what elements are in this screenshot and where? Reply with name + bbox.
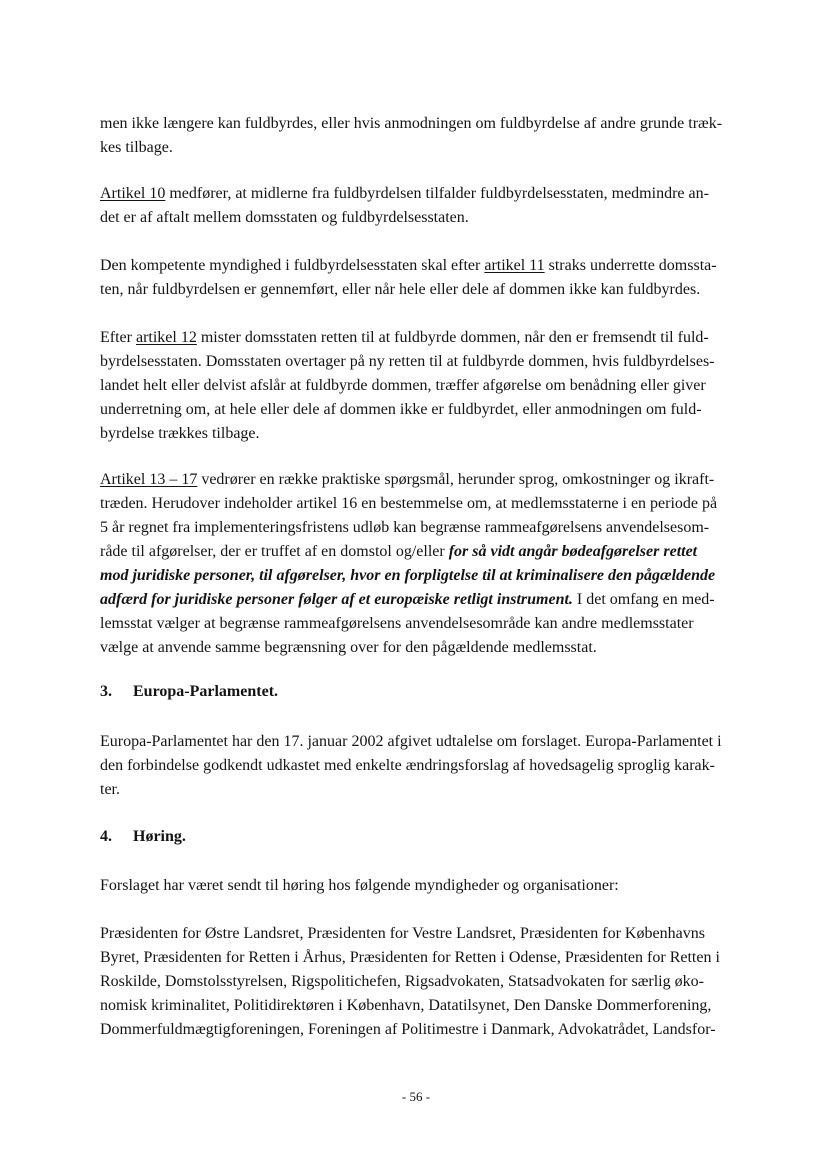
artikel-11-link[interactable]: artikel 11 [484, 257, 545, 274]
emphasis-text: for så vidt angår bødeafgørelser rettet [448, 543, 698, 560]
text-line: Præsidenten for Østre Landsret, Præsidenten for Vestre Landsret, Præsidenten for Københavns [100, 925, 705, 942]
text-segment: straks underrette domssta- [544, 257, 717, 274]
text-line: den forbindelse godkendt udkastet med enkelte ændringsforslag af hovedsagelig sproglig karak- [100, 757, 715, 774]
text-line [100, 468, 748, 492]
text-line: kes tilbage. [100, 139, 173, 156]
text-line: ten, når fuldbyrdelsen er gennemført, eller når hele eller dele af dommen ikke kan fuldbyrdes. [100, 281, 701, 298]
text-line [100, 540, 748, 564]
text-line: men ikke længere kan fuldbyrdes, eller hvis anmodningen om fuldbyrdelse af andre grunde træk- [100, 115, 723, 132]
paragraph-europa-parlamentet [100, 730, 748, 802]
artikel-13-17-link[interactable]: Artikel 13 – 17 [100, 471, 198, 488]
section-number: 4. [100, 828, 112, 845]
text-line: landet helt eller delvist afslår at fuldbyrde dommen, træffer afgørelse om benådning eller giver [100, 377, 706, 394]
paragraph-artikel-13-17 [100, 468, 748, 660]
text-line: lemsstat vælger at begrænse rammeafgørelsens anvendelsesområde kan andre medlemsstater [100, 615, 694, 632]
text-line: vælge at anvende samme begrænsning over for den pågældende medlemsstat. [100, 639, 597, 656]
text-line: Byret, Præsidenten for Retten i Århus, Præsidenten for Retten i Odense, Præsidenten for Retten i [100, 949, 720, 966]
paragraph-artikel-10 [100, 182, 748, 230]
text-line [100, 254, 748, 278]
text-line: Forslaget har været sendt til høring hos følgende myndigheder og organisationer: [100, 877, 619, 894]
text-segment: medfører, at midlerne fra fuldbyrdelsen tilfalder fuldbyrdelsesstaten, medmindre an- [165, 185, 709, 202]
text-segment: mister domsstaten retten til at fuldbyrde dommen, når den er fremsendt til fuld- [196, 329, 709, 346]
paragraph-artikel-12 [100, 326, 748, 446]
section-number: 3. [100, 683, 112, 700]
text-segment: I det omfang en med- [572, 591, 715, 608]
page-number: - 56 - [401, 1089, 431, 1104]
text-line: byrdelsesstaten. Domsstaten overtager på ny retten til at fuldbyrde dommen, hvis fuldbyrdelses- [100, 353, 715, 370]
text-line: ter. [100, 781, 120, 798]
text-line: Dommerfuldmægtigforeningen, Foreningen af Politimestre i Danmark, Advokatrådet, Landsfor- [100, 1021, 716, 1038]
text-segment: Den kompetente myndighed i fuldbyrdelsesstaten skal efter [100, 257, 485, 274]
paragraph-horing-intro [100, 874, 748, 898]
artikel-10-link[interactable]: Artikel 10 [100, 185, 166, 202]
paragraph-fuldbyrdelse-ophor [100, 112, 748, 160]
text-line [100, 182, 748, 206]
paragraph-artikel-11 [100, 254, 748, 302]
text-segment: Efter [100, 329, 136, 346]
section-heading-europa-parlamentet [100, 680, 278, 704]
emphasis-text: adfærd for juridiske personer følger af et europæiske retligt instrument. [100, 591, 573, 608]
text-segment: vedrører en række praktiske spørgsmål, herunder sprog, omkostninger og ikraft- [197, 471, 715, 488]
text-line: det er af aftalt mellem domsstaten og fuldbyrdelsesstaten. [100, 209, 469, 226]
text-line [100, 326, 748, 350]
section-heading-horing [100, 825, 186, 849]
paragraph-horingsparter [100, 922, 748, 1042]
text-line: Roskilde, Domstolsstyrelsen, Rigspolitichefen, Rigsadvokaten, Statsadvokaten for særlig øko- [100, 973, 704, 990]
text-line: 5 år regnet fra implementeringsfristens udløb kan begrænse rammeafgørelsens anvendelsesom- [100, 519, 710, 536]
text-line: Europa-Parlamentet har den 17. januar 2002 afgivet udtalelse om forslaget. Europa-Parlamentet i [100, 733, 722, 750]
text-line: nomisk kriminalitet, Politidirektøren i København, Datatilsynet, Den Danske Dommerforening, [100, 997, 712, 1014]
section-title: Høring. [133, 828, 186, 845]
emphasis-line: mod juridiske personer, til afgørelser, hvor en forpligtelse til at kriminalisere den pågældende [100, 567, 716, 584]
text-line: træden. Herudover indeholder artikel 16 en bestemmelse om, at medlemsstaterne i en periode på [100, 495, 718, 512]
section-title: Europa-Parlamentet. [133, 683, 279, 700]
text-line [100, 588, 748, 612]
text-segment: råde til afgørelser, der er truffet af en domstol og/eller [100, 543, 449, 560]
artikel-12-link[interactable]: artikel 12 [135, 329, 197, 346]
text-line: byrdelse trækkes tilbage. [100, 425, 260, 442]
text-line: underretning om, at hele eller dele af dommen ikke er fuldbyrdet, eller anmodningen om fuld- [100, 401, 702, 418]
